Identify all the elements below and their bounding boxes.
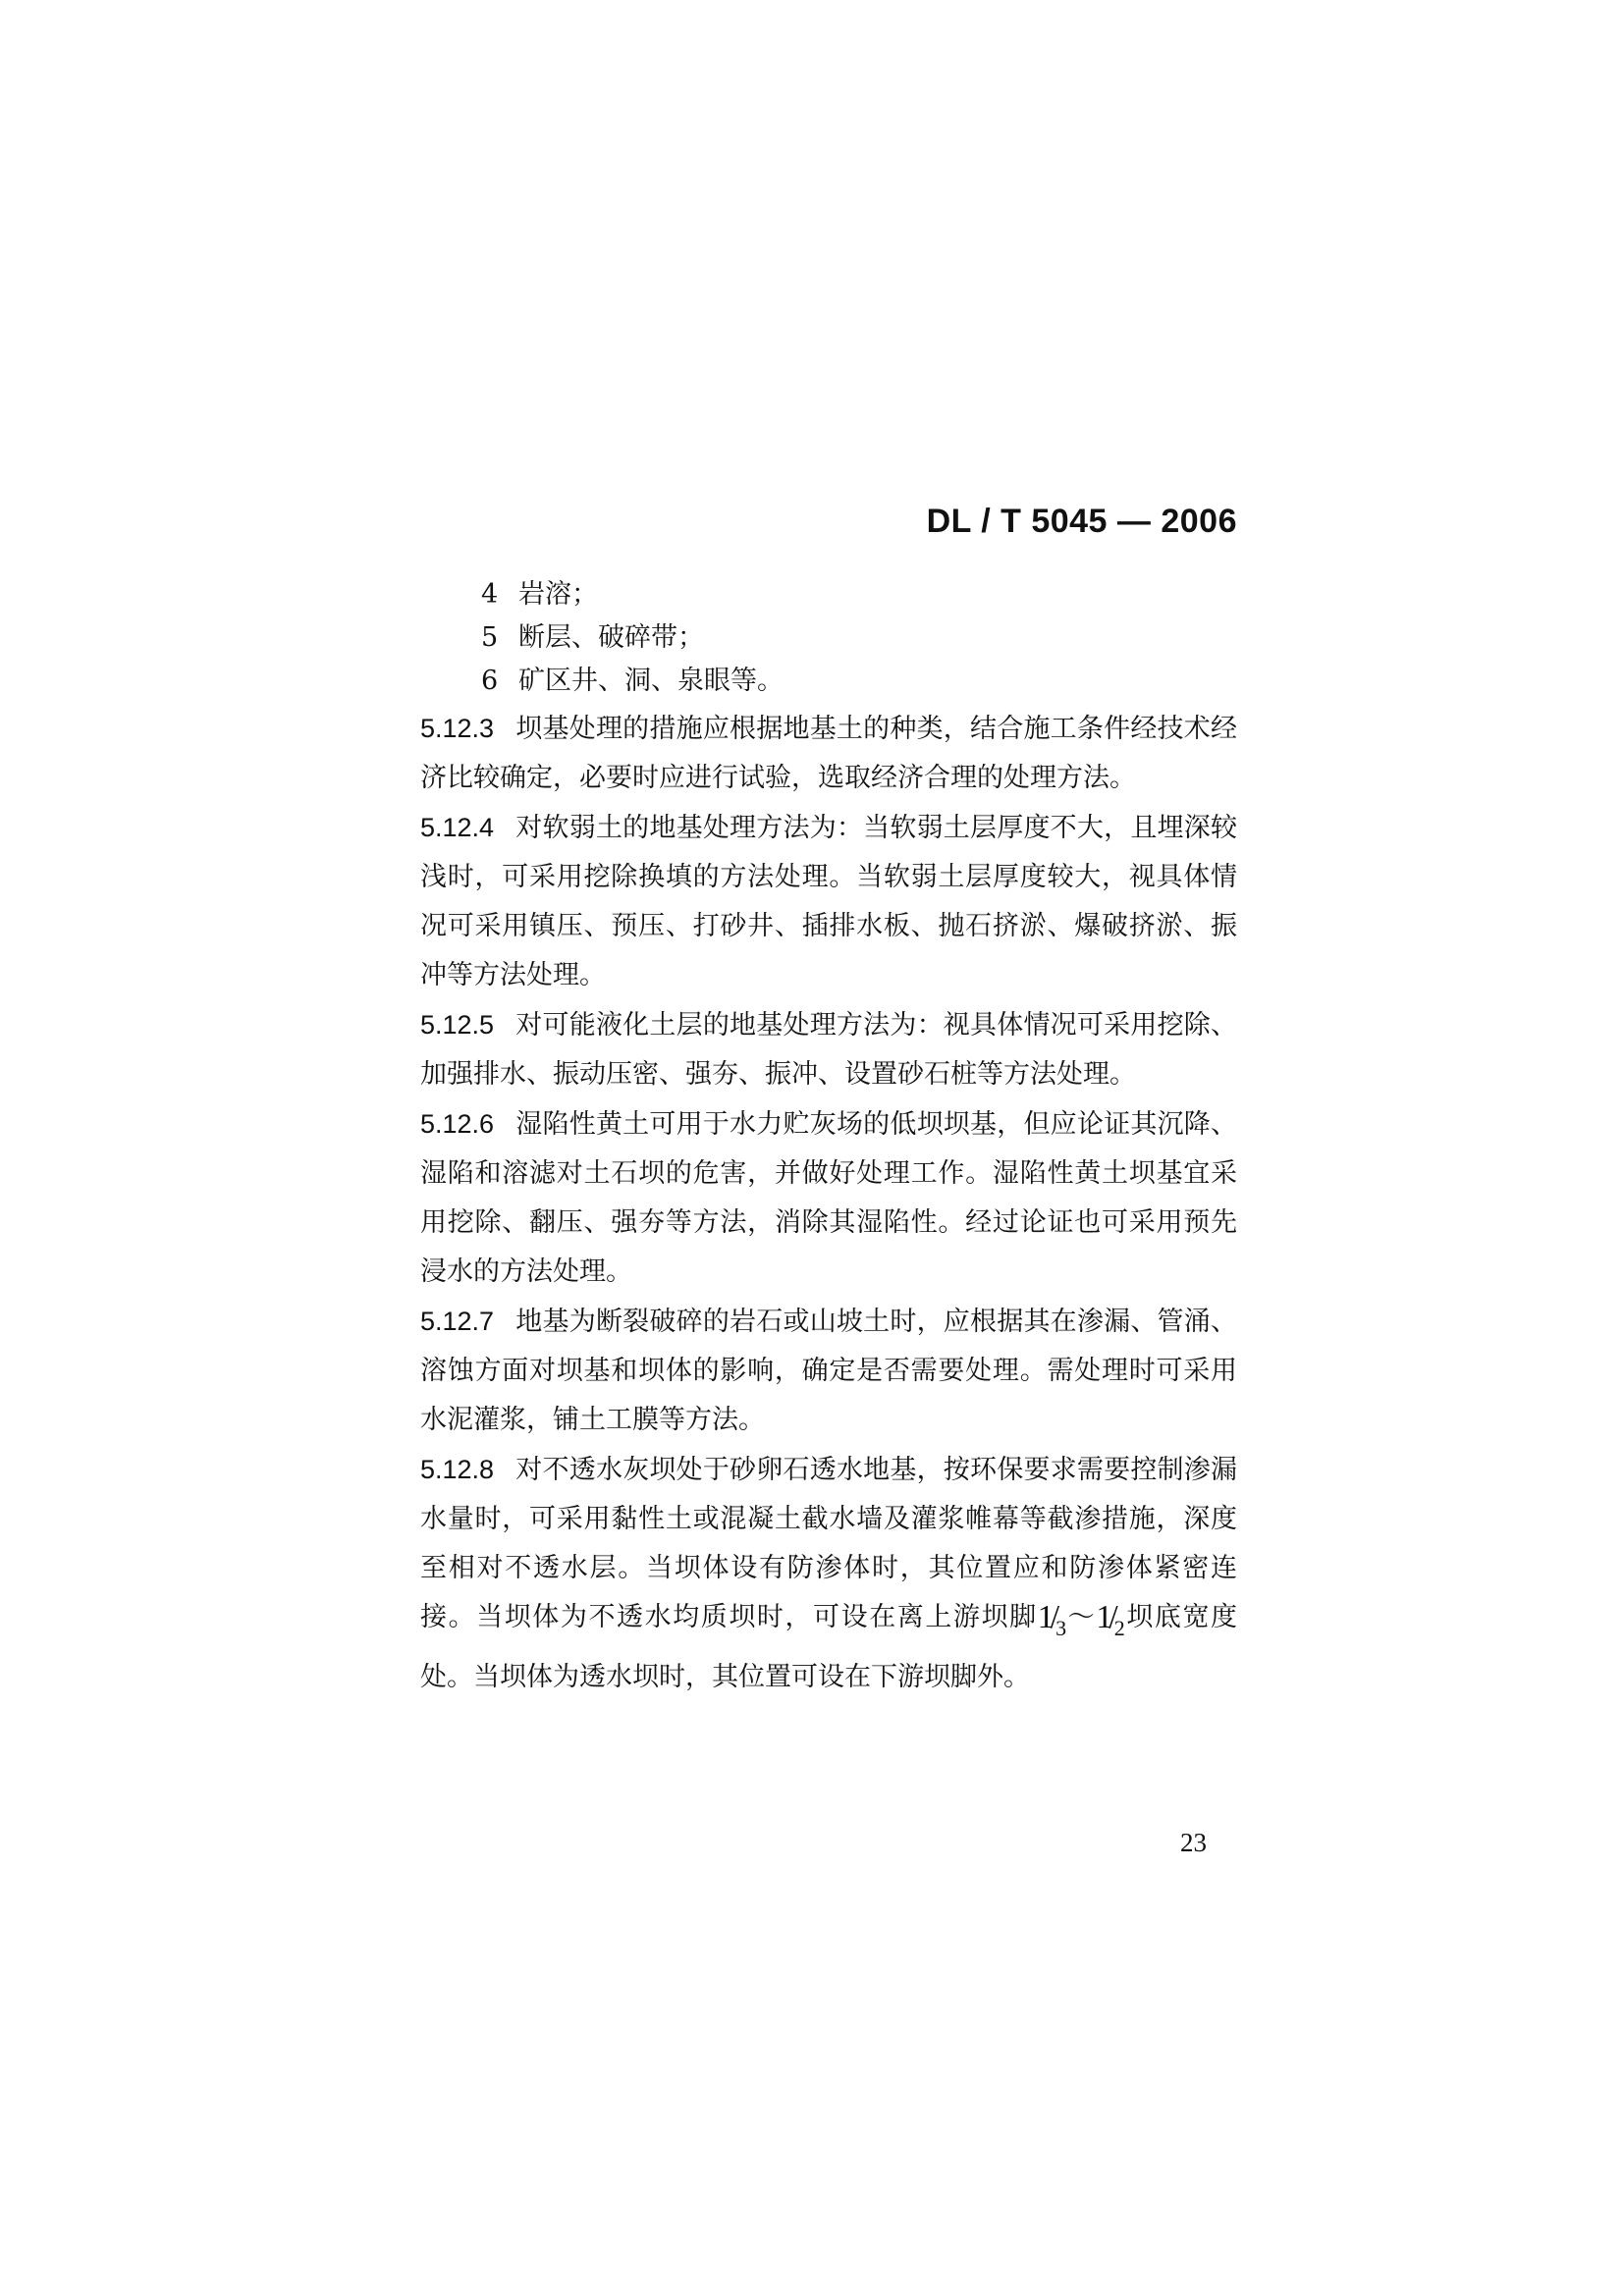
list-item-number: 6 (481, 666, 499, 696)
clause-text-continued: 坝底宽度处。当坝体为透水坝时，其位置可设在下游坝脚外。 (420, 1602, 1238, 1692)
clause-number: 5.12.7 (420, 1307, 495, 1336)
range-tilde: ～ (1066, 1602, 1097, 1632)
clause-5-12-8 (420, 1445, 1237, 1702)
clause-number: 5.12.5 (420, 1010, 495, 1040)
clause-text: 湿陷性黄土可用于水力贮灰场的低坝坝基，但应论证其沉降、湿陷和溶滤对土石坝的危害，并做好处理工作。湿陷性黄土坝基宜采用挖除、翻压、强夯等方法，消除其湿陷性。经过论证也可采用预先浸水的方法处理。 (420, 1109, 1237, 1287)
list-item (420, 661, 1237, 702)
page-number: 23 (1180, 1828, 1207, 1857)
list-item-number: 5 (481, 622, 499, 653)
fraction-one-third: $1/_3$ (1037, 1599, 1067, 1640)
clause-5-12-7 (420, 1297, 1237, 1445)
clause-5-12-3 (420, 704, 1237, 803)
list-item-number: 4 (481, 579, 499, 610)
fraction-numerator: 1 (1096, 1599, 1109, 1635)
clause-text: 坝基处理的措施应根据地基土的种类，结合施工条件经技术经济比较确定，必要时应进行试验，选取经济合理的处理方法。 (420, 714, 1237, 793)
standard-code-header: DL / T 5045 — 2006 (926, 503, 1237, 540)
clause-5-12-6 (420, 1099, 1237, 1297)
clause-5-12-5 (420, 1000, 1237, 1099)
list-item-text: 断层、破碎带； (518, 622, 704, 653)
list-item (420, 574, 1237, 615)
clause-number: 5.12.8 (420, 1455, 495, 1484)
fraction-numerator: 1 (1037, 1599, 1051, 1635)
list-item-text: 岩溶； (518, 579, 598, 610)
clause-number: 5.12.6 (420, 1109, 495, 1139)
fraction-denominator: 2 (1113, 1616, 1125, 1640)
clause-5-12-4 (420, 803, 1237, 1000)
clause-text: 对软弱土的地基处理方法为：当软弱土层厚度不大，且埋深较浅时，可采用挖除换填的方法处理。当软弱土层厚度较大，视具体情况可采用镇压、预压、打砂井、插排水板、抛石挤淤、爆破挤淤、振冲等方法处理。 (420, 813, 1237, 990)
clause-text: 对可能液化土层的地基处理方法为：视具体情况可采用挖除、加强排水、振动压密、强夯、振冲、设置砂石桩等方法处理。 (420, 1010, 1237, 1090)
list-item (420, 617, 1237, 659)
list-item-text: 矿区井、洞、泉眼等。 (518, 666, 784, 696)
clause-text: 地基为断裂破碎的岩石或山坡土时，应根据其在渗漏、管涌、溶蚀方面对坝基和坝体的影响，确定是否需要处理。需处理时可采用水泥灌浆，铺土工膜等方法。 (420, 1307, 1237, 1435)
fraction-one-half: $1/_2$ (1096, 1599, 1125, 1640)
clause-number: 5.12.4 (420, 813, 495, 842)
fraction-denominator: 3 (1055, 1616, 1067, 1640)
document-body (420, 574, 1237, 1702)
clause-number: 5.12.3 (420, 714, 495, 743)
clause-text: 对不透水灰坝处于砂卵石透水地基，按环保要求需要控制渗漏水量时，可采用黏性土或混凝土截水墙及灌浆帷幕等截渗措施，深度至相对不透水层。当坝体设有防渗体时，其位置应和防渗体紧密连接。当坝体为不透水均质坝时，可设在离上游坝脚 (420, 1455, 1237, 1632)
